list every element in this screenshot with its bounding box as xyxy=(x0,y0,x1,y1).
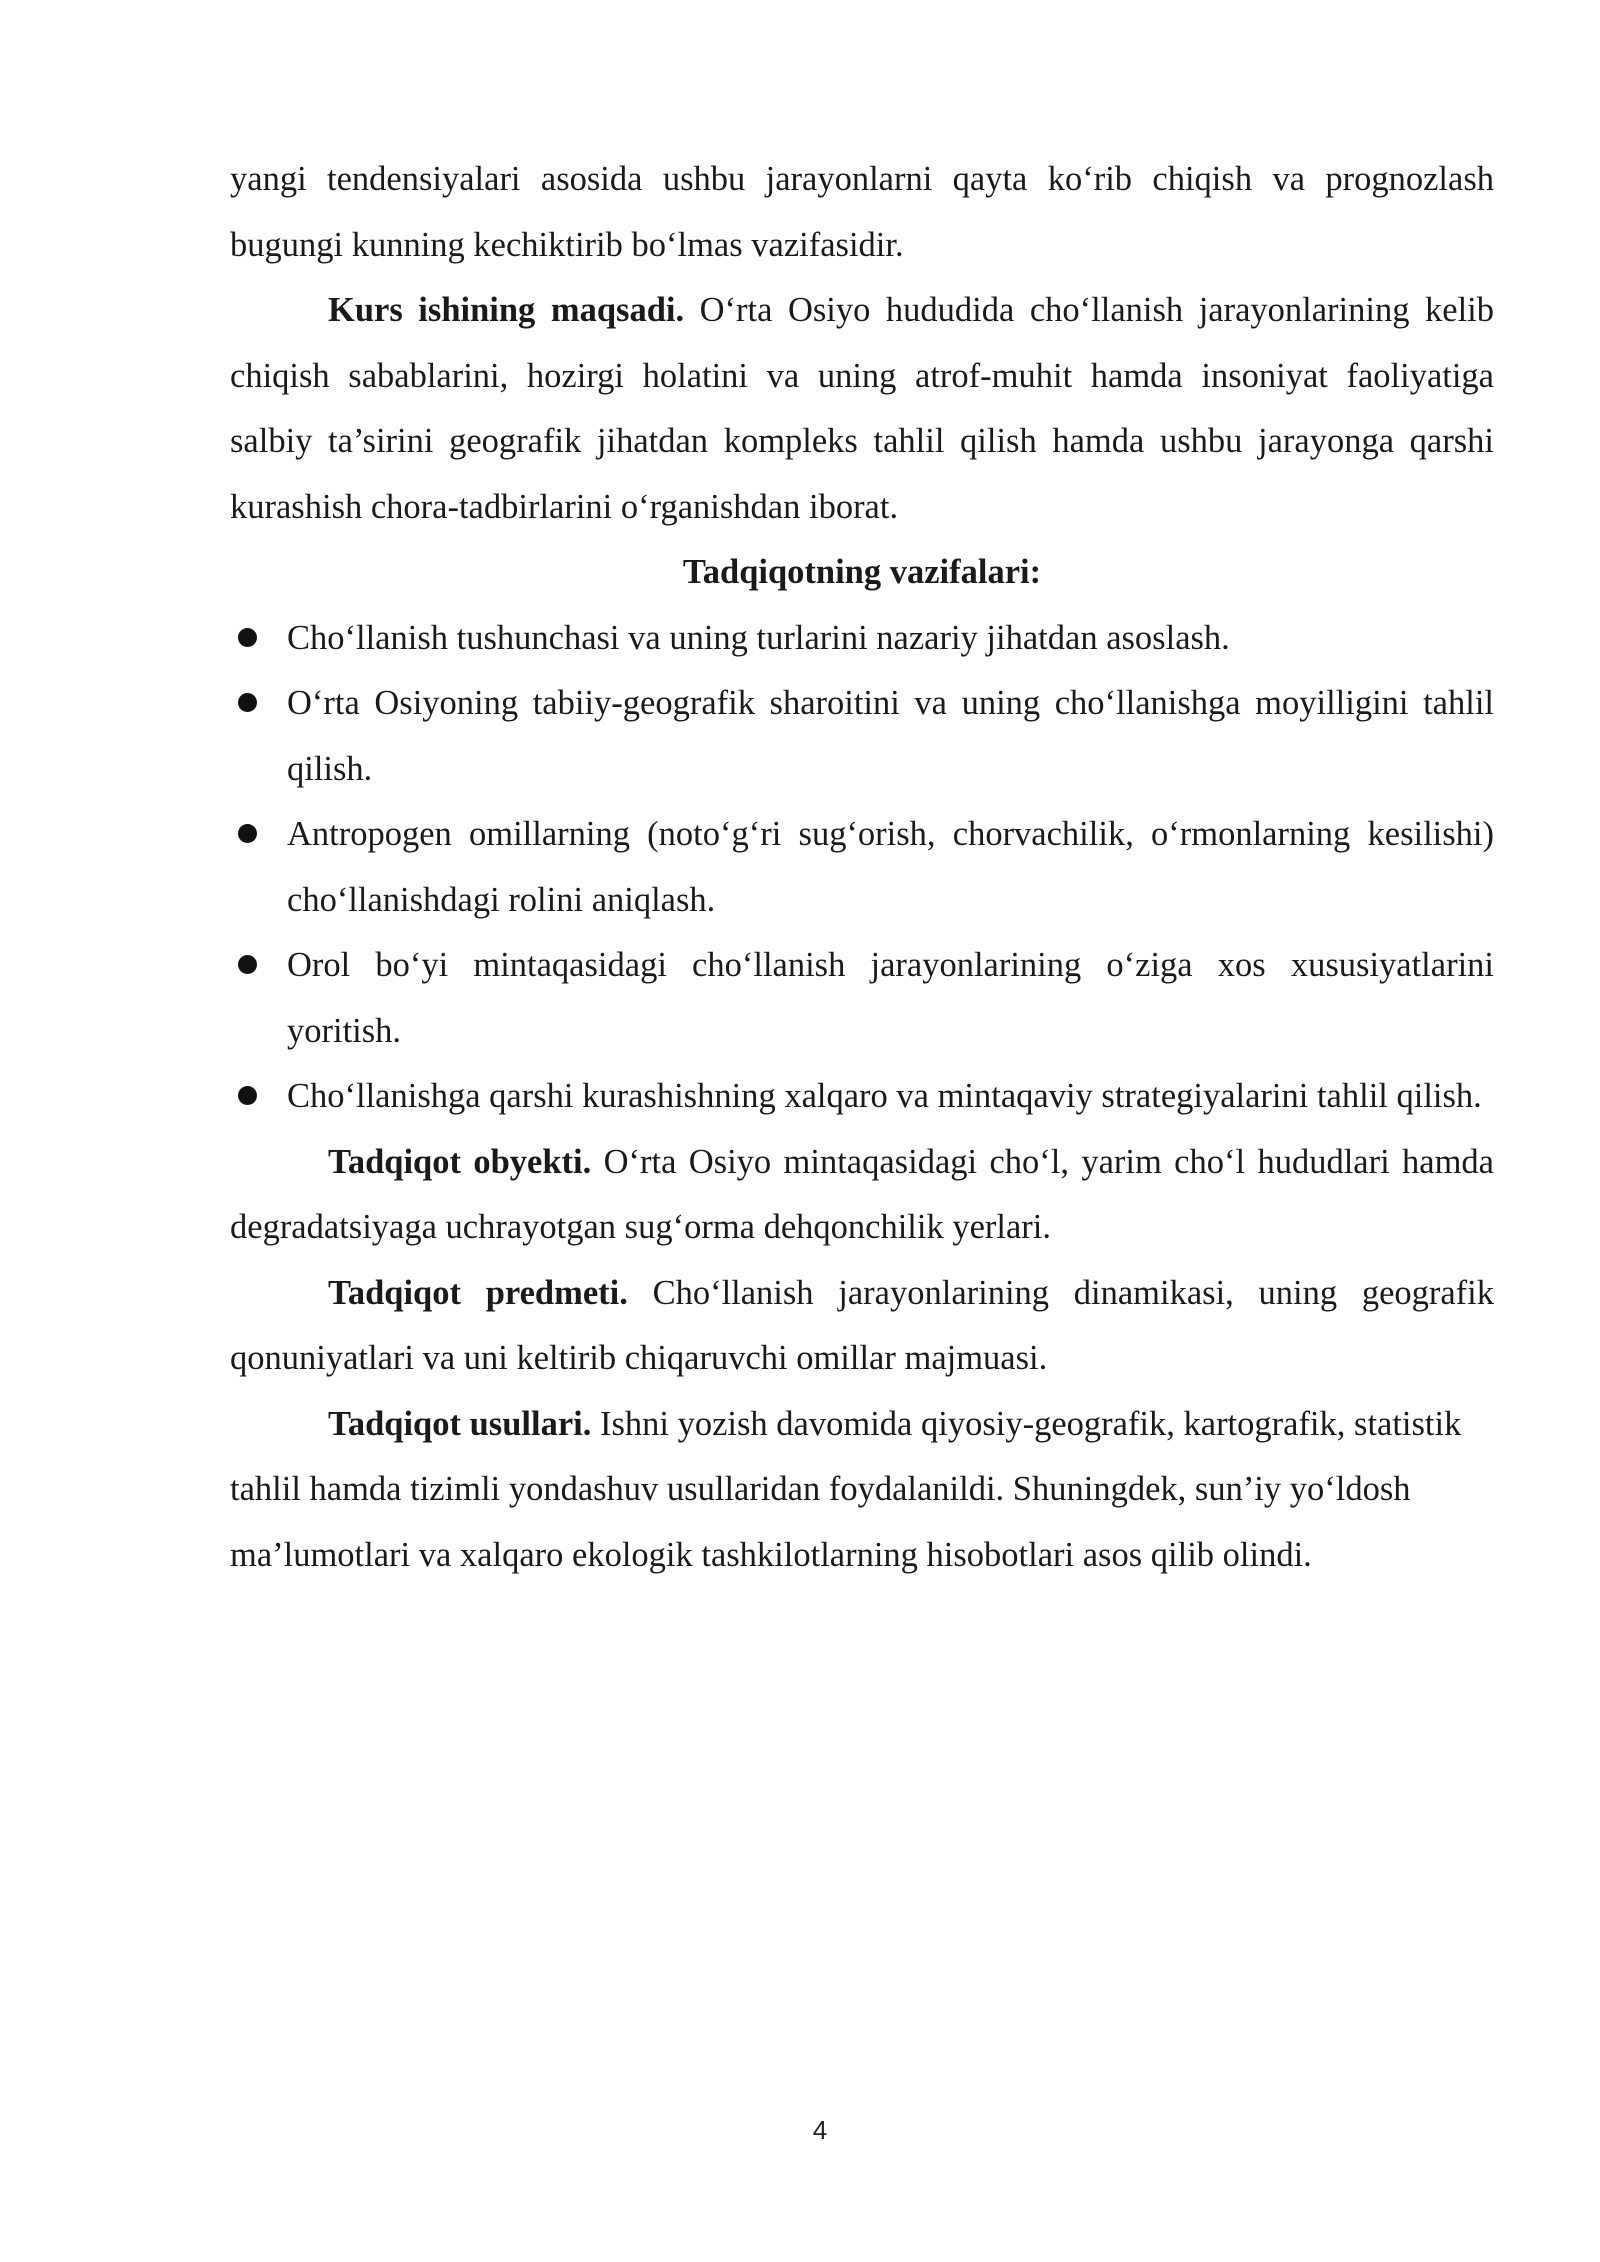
bullet-icon xyxy=(238,1086,257,1105)
task-text: Cho‘llanishga qarshi kurashishning xalqaro va mintaqaviy strategiyalarini tahlil qilish. xyxy=(287,1077,1482,1115)
task-text: Cho‘llanish tushunchasi va uning turlarini nazariy jihatdan asoslash. xyxy=(287,618,1230,657)
document-page xyxy=(230,147,1494,1588)
task-item xyxy=(230,802,1494,933)
methods-paragraph xyxy=(230,1392,1494,1589)
object-text: O‘rta Osiyo mintaqasidagi cho‘l, yarim cho‘l hududlari hamda degradatsiyaga uchrayotgan sug‘orma dehqonchilik yerlari. xyxy=(230,1142,1494,1246)
tasks-list xyxy=(230,606,1494,1130)
task-item xyxy=(230,1064,1494,1130)
goal-paragraph xyxy=(230,278,1494,540)
bullet-icon xyxy=(238,824,257,843)
subject-paragraph xyxy=(230,1261,1494,1392)
bullet-icon xyxy=(238,955,257,974)
task-text: O‘rta Osiyoning tabiiy-geografik sharoitini va uning cho‘llanishga moyilligini tahlil qilish. xyxy=(287,684,1494,788)
object-paragraph xyxy=(230,1130,1494,1261)
task-text: Orol bo‘yi mintaqasidagi cho‘llanish jarayonlarining o‘ziga xos xususiyatlarini yoritish. xyxy=(287,946,1494,1050)
object-label: Tadqiqot obyekti. xyxy=(328,1142,592,1181)
goal-label: Kurs ishining maqsadi. xyxy=(328,291,685,329)
tasks-heading: Tadqiqotning vazifalari: xyxy=(682,553,1042,591)
subject-label: Tadqiqot predmeti. xyxy=(328,1273,628,1312)
subject-text: Cho‘llanish jarayonlarining dinamikasi, uning geografik qonuniyatlari va uni keltirib chiqaruvchi omillar majmuasi. xyxy=(230,1273,1495,1377)
bullet-icon xyxy=(238,693,257,712)
page-number: 4 xyxy=(812,2115,828,2145)
task-item xyxy=(230,933,1494,1064)
methods-text: Ishni yozish davomida qiyosiy-geografik, kartografik, statistik tahlil hamda tizimli yondashuv usullaridan foydalanildi. Shuningdek, sun’iy yo‘ldosh ma’lumotlari va xalqaro ekologik tashkilotlarning hisobotlari asos qilib olindi. xyxy=(230,1404,1462,1574)
task-item xyxy=(230,671,1494,802)
methods-label: Tadqiqot usullari. xyxy=(328,1404,592,1443)
task-item xyxy=(230,606,1494,672)
goal-text: O‘rta Osiyo hududida cho‘llanish jarayonlarining kelib chiqish sabablarini, hozirgi holatini va uning atrof-muhit hamda insoniyat faoliyatiga salbiy ta’sirini geografik jihatdan kompleks tahlil qilish hamda ushbu jarayonga qarshi kurashish chora-tadbirlarini o‘rganishdan iborat. xyxy=(230,291,1494,526)
task-text: Antropogen omillarning (noto‘g‘ri sug‘orish, chorvachilik, o‘rmonlarning kesilishi) cho‘llanishdagi rolini aniqlash. xyxy=(287,815,1494,919)
intro-paragraph: yangi tendensiyalari asosida ushbu jarayonlarni qayta ko‘rib chiqish va prognozlash bugungi kunning kechiktirib bo‘lmas vazifasidir. xyxy=(230,160,1494,264)
bullet-icon xyxy=(238,628,257,647)
